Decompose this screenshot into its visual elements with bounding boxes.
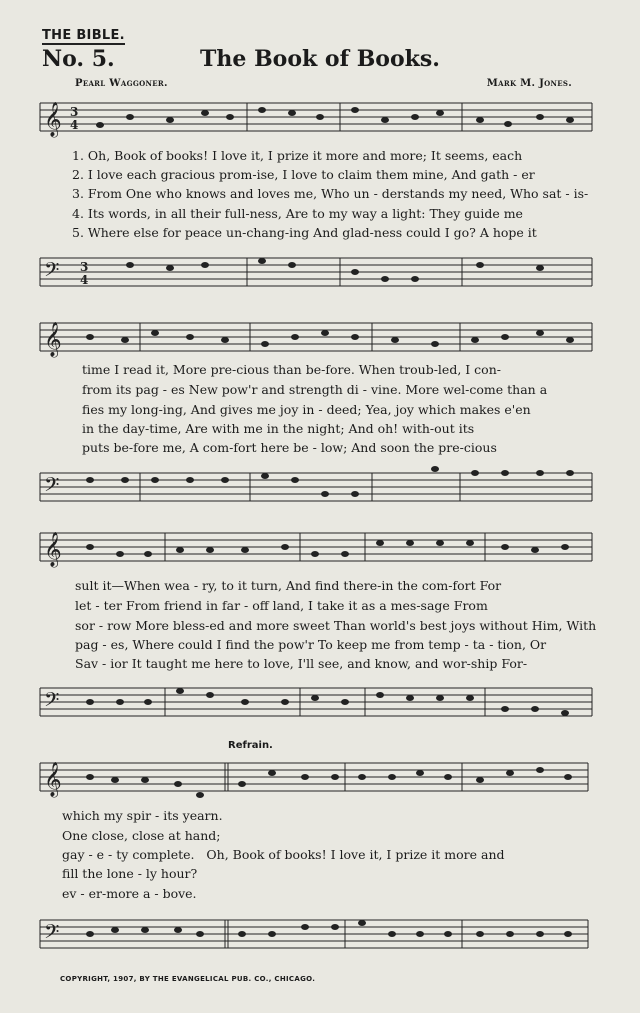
- svg-text:3: 3: [70, 105, 79, 119]
- lyric-line-4-4: fill the lone - ly hour?: [62, 866, 198, 881]
- section-label: THE BIBLE.: [42, 28, 125, 43]
- svg-text:3: 3: [80, 260, 89, 274]
- svg-text:𝄢: 𝄢: [44, 688, 60, 716]
- lyric-line-2-3: fies my long-ing, And gives me joy in - deed; Yea, joy which makes e'en: [82, 402, 531, 417]
- lyric-line-2-1: time I read it, More pre-cious than be-fore. When troub-led, I con-: [82, 362, 501, 377]
- lyric-line-1-2: 2. I love each gracious prom-ise, I love to claim them mine, And gath - er: [72, 167, 535, 182]
- bass-staff-2: [0, 465, 640, 515]
- lyric-line-4-3: gay - e - ty complete. Oh, Book of books! I love it, I prize it more and: [62, 847, 505, 862]
- composer-credit: Mark M. Jones.: [486, 78, 572, 89]
- lyric-line-4-5: ev - er-more a - bove.: [62, 886, 197, 901]
- treble-staff-4: [0, 755, 640, 805]
- lyric-line-3-3: sor - row More bless-ed and more sweet Than world's best joys without Him, With: [75, 618, 597, 633]
- copyright-notice: COPYRIGHT, 1907, BY THE EVANGELICAL PUB. CO., CHICAGO.: [60, 975, 316, 983]
- bass-staff-1: [0, 250, 640, 300]
- treble-staff-2: [0, 315, 640, 360]
- bass-staff-4: [0, 912, 640, 962]
- lyric-line-3-5: Sav - ior It taught me here to love, I'll see, and know, and wor-ship For-: [75, 656, 528, 671]
- bass-staff-3: [0, 680, 640, 730]
- svg-text:𝄞: 𝄞: [44, 102, 62, 137]
- svg-text:𝄢: 𝄢: [44, 920, 60, 948]
- lyricist-credit: Pearl Waggoner.: [75, 78, 168, 89]
- svg-text:𝄞: 𝄞: [44, 532, 62, 567]
- lyric-line-3-2: let - ter From friend in far - off land, I take it as a mes-sage From: [75, 598, 488, 613]
- svg-text:4: 4: [70, 118, 79, 132]
- svg-text:𝄞: 𝄞: [44, 322, 62, 357]
- lyric-line-2-5: puts be-fore me, A com-fort here be - low; And soon the pre-cious: [82, 440, 497, 455]
- svg-text:𝄞: 𝄞: [44, 762, 62, 797]
- lyric-line-4-2: One close, close at hand;: [62, 828, 221, 843]
- svg-text:𝄢: 𝄢: [44, 258, 60, 286]
- lyric-line-1-1: 1. Oh, Book of books! I love it, I prize it more and more; It seems, each: [72, 148, 523, 163]
- svg-text:4: 4: [80, 273, 89, 287]
- lyric-line-1-3: 3. From One who knows and loves me, Who un - derstands my need, Who sat - is-: [72, 186, 589, 201]
- hymn-title: The Book of Books.: [200, 46, 440, 72]
- lyric-line-4-1: which my spir - its yearn.: [62, 808, 223, 823]
- svg-text:𝄢: 𝄢: [44, 473, 60, 501]
- lyric-line-2-4: in the day-time, Are with me in the night; And oh! with-out its: [82, 421, 475, 436]
- treble-staff-1: [0, 95, 640, 140]
- lyric-line-2-2: from its pag - es New pow'r and strength di - vine. More wel-come than a: [82, 382, 548, 397]
- refrain-label: Refrain.: [228, 740, 273, 751]
- hymn-number: No. 5.: [42, 46, 115, 72]
- lyric-line-1-4: 4. Its words, in all their full-ness, Are to my way a light: They guide me: [72, 206, 523, 221]
- treble-staff-3: [0, 525, 640, 570]
- lyric-line-1-5: 5. Where else for peace un-chang-ing And glad-ness could I go? A hope it: [72, 225, 537, 240]
- lyric-line-3-4: pag - es, Where could I find the pow'r To keep me from temp - ta - tion, Or: [75, 637, 547, 652]
- lyric-line-3-1: sult it—When wea - ry, to it turn, And find there-in the com-fort For: [75, 578, 502, 593]
